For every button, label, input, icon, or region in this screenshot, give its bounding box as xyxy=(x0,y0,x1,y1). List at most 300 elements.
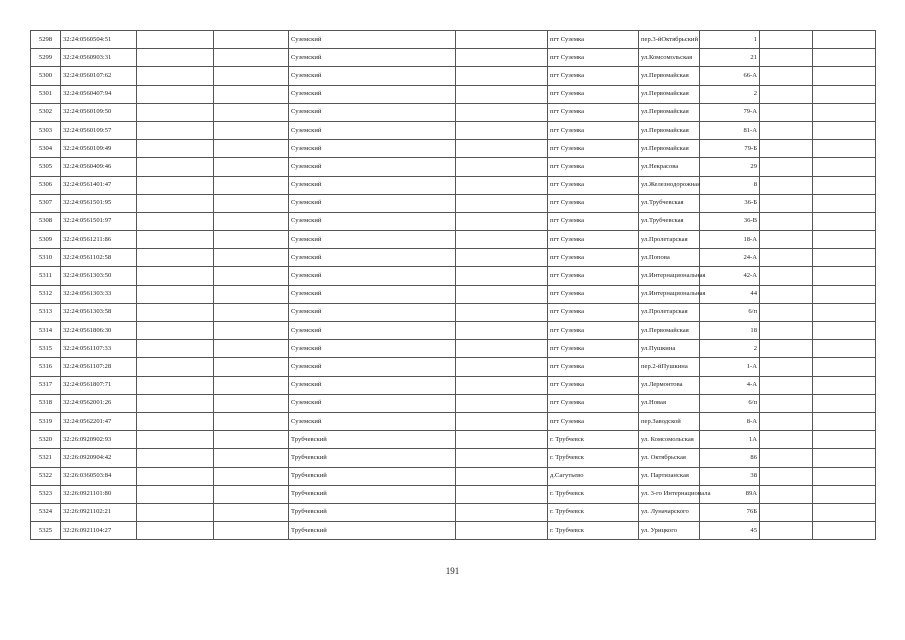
locality-name: пгт Суземка xyxy=(548,394,639,412)
cadastral-number: 32:24:0561303:58 xyxy=(61,303,137,321)
empty-cell xyxy=(214,522,289,540)
house-number: 89А xyxy=(700,485,760,503)
empty-cell xyxy=(760,267,813,285)
locality-name: г. Трубчевск xyxy=(548,522,639,540)
cadastral-number: 32:24:0561401:47 xyxy=(61,176,137,194)
house-number: 42-А xyxy=(700,267,760,285)
empty-cell xyxy=(214,467,289,485)
row-number: 5298 xyxy=(31,31,61,49)
table-row xyxy=(31,503,876,521)
empty-cell xyxy=(813,503,876,521)
table-row xyxy=(31,394,876,412)
cadastral-number: 32:24:0561501:95 xyxy=(61,194,137,212)
empty-cell xyxy=(760,103,813,121)
empty-cell xyxy=(813,176,876,194)
locality-name: пгт Суземка xyxy=(548,103,639,121)
cadastral-number: 32:24:0561102:58 xyxy=(61,249,137,267)
cadastral-number: 32:24:0560903:31 xyxy=(61,49,137,67)
row-number: 5310 xyxy=(31,249,61,267)
empty-cell xyxy=(137,212,214,230)
empty-cell xyxy=(456,121,548,139)
empty-cell xyxy=(456,249,548,267)
registry-table xyxy=(30,30,876,540)
street-name: ул.Интернациональная xyxy=(639,285,700,303)
empty-cell xyxy=(137,467,214,485)
district-name: Суземский xyxy=(289,412,456,430)
district-name: Суземский xyxy=(289,322,456,340)
district-name: Суземский xyxy=(289,121,456,139)
row-number: 5319 xyxy=(31,412,61,430)
locality-name: пгт Суземка xyxy=(548,340,639,358)
row-number: 5309 xyxy=(31,231,61,249)
street-name: ул.Новая xyxy=(639,394,700,412)
cadastral-number: 32:24:0561107:28 xyxy=(61,358,137,376)
district-name: Суземский xyxy=(289,249,456,267)
locality-name: г. Трубчевск xyxy=(548,431,639,449)
street-name: ул. Луначарского xyxy=(639,503,700,521)
empty-cell xyxy=(214,322,289,340)
cadastral-number: 32:24:0562001:26 xyxy=(61,394,137,412)
empty-cell xyxy=(760,303,813,321)
house-number: 1 xyxy=(700,31,760,49)
empty-cell xyxy=(214,358,289,376)
empty-cell xyxy=(456,431,548,449)
table-body xyxy=(31,31,876,540)
table-row xyxy=(31,267,876,285)
house-number: 18 xyxy=(700,322,760,340)
street-name: пер.2-йПушкина xyxy=(639,358,700,376)
street-name: ул.Первомайская xyxy=(639,67,700,85)
empty-cell xyxy=(760,503,813,521)
district-name: Суземский xyxy=(289,67,456,85)
empty-cell xyxy=(214,285,289,303)
empty-cell xyxy=(813,467,876,485)
street-name: ул.Железнодорожная xyxy=(639,176,700,194)
cadastral-number: 32:26:0921104:27 xyxy=(61,522,137,540)
district-name: Суземский xyxy=(289,49,456,67)
locality-name: пгт Суземка xyxy=(548,31,639,49)
street-name: ул.Первомайская xyxy=(639,103,700,121)
empty-cell xyxy=(137,67,214,85)
table-row xyxy=(31,176,876,194)
district-name: Суземский xyxy=(289,231,456,249)
empty-cell xyxy=(214,249,289,267)
street-name: ул.Интернациональная xyxy=(639,267,700,285)
empty-cell xyxy=(137,340,214,358)
house-number: 76Б xyxy=(700,503,760,521)
street-name: ул. Партизанская xyxy=(639,467,700,485)
district-name: Трубчевский xyxy=(289,485,456,503)
house-number: 8-А xyxy=(700,412,760,430)
cadastral-number: 32:24:0561303:50 xyxy=(61,267,137,285)
house-number: 18-А xyxy=(700,231,760,249)
district-name: Суземский xyxy=(289,158,456,176)
district-name: Суземский xyxy=(289,176,456,194)
table-row xyxy=(31,158,876,176)
empty-cell xyxy=(214,267,289,285)
district-name: Суземский xyxy=(289,376,456,394)
empty-cell xyxy=(214,431,289,449)
empty-cell xyxy=(813,267,876,285)
house-number: 21 xyxy=(700,49,760,67)
street-name: ул.Пролетарская xyxy=(639,231,700,249)
row-number: 5306 xyxy=(31,176,61,194)
house-number: 44 xyxy=(700,285,760,303)
empty-cell xyxy=(214,121,289,139)
empty-cell xyxy=(760,158,813,176)
empty-cell xyxy=(137,394,214,412)
empty-cell xyxy=(813,103,876,121)
row-number: 5312 xyxy=(31,285,61,303)
table-row xyxy=(31,412,876,430)
empty-cell xyxy=(813,376,876,394)
empty-cell xyxy=(137,303,214,321)
empty-cell xyxy=(813,140,876,158)
cadastral-number: 32:24:0561303:33 xyxy=(61,285,137,303)
empty-cell xyxy=(456,485,548,503)
empty-cell xyxy=(137,485,214,503)
row-number: 5308 xyxy=(31,212,61,230)
row-number: 5302 xyxy=(31,103,61,121)
locality-name: пгт Суземка xyxy=(548,231,639,249)
row-number: 5315 xyxy=(31,340,61,358)
row-number: 5324 xyxy=(31,503,61,521)
locality-name: пгт Суземка xyxy=(548,285,639,303)
empty-cell xyxy=(214,303,289,321)
cadastral-number: 32:24:0561807:71 xyxy=(61,376,137,394)
page-number: 191 xyxy=(445,566,460,576)
street-name: ул.Пролетарская xyxy=(639,303,700,321)
table-row xyxy=(31,121,876,139)
cadastral-number: 32:24:0560107:62 xyxy=(61,67,137,85)
row-number: 5299 xyxy=(31,49,61,67)
street-name: пер.Заводской xyxy=(639,412,700,430)
table-row xyxy=(31,522,876,540)
empty-cell xyxy=(813,121,876,139)
empty-cell xyxy=(456,67,548,85)
house-number: 86 xyxy=(700,449,760,467)
empty-cell xyxy=(456,194,548,212)
street-name: ул.Пушкина xyxy=(639,340,700,358)
district-name: Суземский xyxy=(289,31,456,49)
table-row xyxy=(31,303,876,321)
district-name: Суземский xyxy=(289,303,456,321)
empty-cell xyxy=(456,285,548,303)
district-name: Суземский xyxy=(289,358,456,376)
empty-cell xyxy=(456,449,548,467)
table-row xyxy=(31,467,876,485)
empty-cell xyxy=(137,503,214,521)
empty-cell xyxy=(137,412,214,430)
empty-cell xyxy=(214,340,289,358)
locality-name: пгт Суземка xyxy=(548,194,639,212)
row-number: 5316 xyxy=(31,358,61,376)
empty-cell xyxy=(760,194,813,212)
empty-cell xyxy=(760,31,813,49)
house-number: 36-В xyxy=(700,212,760,230)
empty-cell xyxy=(137,85,214,103)
empty-cell xyxy=(214,212,289,230)
row-number: 5300 xyxy=(31,67,61,85)
street-name: ул.Первомайская xyxy=(639,85,700,103)
cadastral-number: 32:26:0920904:42 xyxy=(61,449,137,467)
empty-cell xyxy=(456,394,548,412)
empty-cell xyxy=(456,212,548,230)
locality-name: г. Трубчевск xyxy=(548,485,639,503)
empty-cell xyxy=(137,231,214,249)
street-name: ул.Трубчевская xyxy=(639,194,700,212)
empty-cell xyxy=(456,140,548,158)
street-name: ул.Попова xyxy=(639,249,700,267)
empty-cell xyxy=(813,412,876,430)
locality-name: г. Трубчевск xyxy=(548,449,639,467)
cadastral-number: 32:24:0561806:30 xyxy=(61,322,137,340)
locality-name: пгт Суземка xyxy=(548,358,639,376)
street-name: пер.3-йОктябрьский xyxy=(639,31,700,49)
locality-name: пгт Суземка xyxy=(548,376,639,394)
empty-cell xyxy=(214,140,289,158)
empty-cell xyxy=(813,485,876,503)
empty-cell xyxy=(214,103,289,121)
cadastral-number: 32:24:0560504:51 xyxy=(61,31,137,49)
street-name: ул.Первомайская xyxy=(639,140,700,158)
district-name: Трубчевский xyxy=(289,522,456,540)
empty-cell xyxy=(813,85,876,103)
empty-cell xyxy=(760,285,813,303)
street-name: ул.Некрасова xyxy=(639,158,700,176)
empty-cell xyxy=(813,231,876,249)
locality-name: пгт Суземка xyxy=(548,49,639,67)
house-number: 6/п xyxy=(700,303,760,321)
street-name: ул. Урицкого xyxy=(639,522,700,540)
empty-cell xyxy=(813,249,876,267)
district-name: Суземский xyxy=(289,85,456,103)
cadastral-number: 32:24:0561211:86 xyxy=(61,231,137,249)
cadastral-number: 32:26:0360503:84 xyxy=(61,467,137,485)
house-number: 6/п xyxy=(700,394,760,412)
empty-cell xyxy=(137,285,214,303)
locality-name: пгт Суземка xyxy=(548,412,639,430)
empty-cell xyxy=(760,67,813,85)
row-number: 5305 xyxy=(31,158,61,176)
empty-cell xyxy=(760,140,813,158)
empty-cell xyxy=(137,267,214,285)
empty-cell xyxy=(813,340,876,358)
locality-name: пгт Суземка xyxy=(548,267,639,285)
row-number: 5307 xyxy=(31,194,61,212)
district-name: Трубчевский xyxy=(289,503,456,521)
locality-name: пгт Суземка xyxy=(548,322,639,340)
empty-cell xyxy=(760,467,813,485)
cadastral-number: 32:26:0920902:93 xyxy=(61,431,137,449)
table-row xyxy=(31,376,876,394)
cadastral-number: 32:24:0561501:97 xyxy=(61,212,137,230)
row-number: 5303 xyxy=(31,121,61,139)
empty-cell xyxy=(760,231,813,249)
district-name: Трубчевский xyxy=(289,431,456,449)
empty-cell xyxy=(214,67,289,85)
empty-cell xyxy=(813,358,876,376)
district-name: Трубчевский xyxy=(289,467,456,485)
district-name: Суземский xyxy=(289,267,456,285)
empty-cell xyxy=(214,194,289,212)
district-name: Суземский xyxy=(289,194,456,212)
empty-cell xyxy=(760,85,813,103)
empty-cell xyxy=(760,522,813,540)
empty-cell xyxy=(137,158,214,176)
table-row xyxy=(31,49,876,67)
cadastral-number: 32:24:0561107:33 xyxy=(61,340,137,358)
table-row xyxy=(31,103,876,121)
cadastral-number: 32:24:0560109:50 xyxy=(61,103,137,121)
street-name: ул. 3-го Интернационала xyxy=(639,485,700,503)
empty-cell xyxy=(813,522,876,540)
empty-cell xyxy=(456,303,548,321)
house-number: 8 xyxy=(700,176,760,194)
district-name: Суземский xyxy=(289,103,456,121)
empty-cell xyxy=(137,31,214,49)
house-number: 79-Б xyxy=(700,140,760,158)
locality-name: пгт Суземка xyxy=(548,176,639,194)
locality-name: пгт Суземка xyxy=(548,212,639,230)
table-row xyxy=(31,67,876,85)
house-number: 45 xyxy=(700,522,760,540)
empty-cell xyxy=(456,176,548,194)
empty-cell xyxy=(456,158,548,176)
empty-cell xyxy=(760,340,813,358)
table-row xyxy=(31,140,876,158)
district-name: Суземский xyxy=(289,212,456,230)
empty-cell xyxy=(760,121,813,139)
house-number: 4-А xyxy=(700,376,760,394)
table-row xyxy=(31,285,876,303)
empty-cell xyxy=(456,522,548,540)
locality-name: пгт Суземка xyxy=(548,85,639,103)
empty-cell xyxy=(813,194,876,212)
empty-cell xyxy=(214,412,289,430)
empty-cell xyxy=(813,322,876,340)
row-number: 5317 xyxy=(31,376,61,394)
empty-cell xyxy=(214,231,289,249)
empty-cell xyxy=(214,31,289,49)
district-name: Суземский xyxy=(289,140,456,158)
empty-cell xyxy=(214,449,289,467)
house-number: 1-А xyxy=(700,358,760,376)
district-name: Суземский xyxy=(289,394,456,412)
street-name: ул. Комсомольская xyxy=(639,431,700,449)
empty-cell xyxy=(760,394,813,412)
house-number: 79-А xyxy=(700,103,760,121)
empty-cell xyxy=(813,431,876,449)
empty-cell xyxy=(214,485,289,503)
empty-cell xyxy=(456,231,548,249)
empty-cell xyxy=(760,212,813,230)
table-row xyxy=(31,449,876,467)
house-number: 24-А xyxy=(700,249,760,267)
table-row xyxy=(31,340,876,358)
district-name: Суземский xyxy=(289,340,456,358)
row-number: 5301 xyxy=(31,85,61,103)
row-number: 5318 xyxy=(31,394,61,412)
empty-cell xyxy=(456,467,548,485)
locality-name: пгт Суземка xyxy=(548,158,639,176)
empty-cell xyxy=(456,31,548,49)
row-number: 5311 xyxy=(31,267,61,285)
empty-cell xyxy=(760,485,813,503)
empty-cell xyxy=(214,394,289,412)
empty-cell xyxy=(137,49,214,67)
street-name: ул. Октябрьская xyxy=(639,449,700,467)
empty-cell xyxy=(137,522,214,540)
house-number: 38 xyxy=(700,467,760,485)
empty-cell xyxy=(137,376,214,394)
empty-cell xyxy=(760,176,813,194)
empty-cell xyxy=(813,31,876,49)
empty-cell xyxy=(456,322,548,340)
empty-cell xyxy=(137,249,214,267)
empty-cell xyxy=(137,103,214,121)
empty-cell xyxy=(137,322,214,340)
table-row xyxy=(31,31,876,49)
table-row xyxy=(31,485,876,503)
empty-cell xyxy=(456,85,548,103)
street-name: ул.Первомайская xyxy=(639,322,700,340)
cadastral-number: 32:24:0562201:47 xyxy=(61,412,137,430)
empty-cell xyxy=(137,121,214,139)
empty-cell xyxy=(813,49,876,67)
empty-cell xyxy=(760,431,813,449)
locality-name: пгт Суземка xyxy=(548,303,639,321)
cadastral-number: 32:24:0560109:49 xyxy=(61,140,137,158)
table-row xyxy=(31,322,876,340)
locality-name: д.Сагутьево xyxy=(548,467,639,485)
house-number: 1А xyxy=(700,431,760,449)
empty-cell xyxy=(456,340,548,358)
empty-cell xyxy=(214,158,289,176)
empty-cell xyxy=(137,431,214,449)
empty-cell xyxy=(137,449,214,467)
empty-cell xyxy=(760,249,813,267)
empty-cell xyxy=(813,158,876,176)
empty-cell xyxy=(214,376,289,394)
empty-cell xyxy=(214,176,289,194)
locality-name: пгт Суземка xyxy=(548,140,639,158)
empty-cell xyxy=(760,449,813,467)
empty-cell xyxy=(813,67,876,85)
locality-name: г. Трубчевск xyxy=(548,503,639,521)
empty-cell xyxy=(137,176,214,194)
table-row xyxy=(31,358,876,376)
cadastral-number: 32:26:0921102:21 xyxy=(61,503,137,521)
empty-cell xyxy=(456,503,548,521)
empty-cell xyxy=(214,85,289,103)
locality-name: пгт Суземка xyxy=(548,67,639,85)
empty-cell xyxy=(813,394,876,412)
cadastral-number: 32:26:0921101:80 xyxy=(61,485,137,503)
street-name: ул.Лермонтова xyxy=(639,376,700,394)
empty-cell xyxy=(456,376,548,394)
empty-cell xyxy=(456,267,548,285)
empty-cell xyxy=(760,412,813,430)
table-row xyxy=(31,212,876,230)
empty-cell xyxy=(456,358,548,376)
table-row xyxy=(31,431,876,449)
row-number: 5314 xyxy=(31,322,61,340)
street-name: ул.Первомайская xyxy=(639,121,700,139)
row-number: 5325 xyxy=(31,522,61,540)
cadastral-number: 32:24:0560409:46 xyxy=(61,158,137,176)
street-name: ул.Комсомольская xyxy=(639,49,700,67)
